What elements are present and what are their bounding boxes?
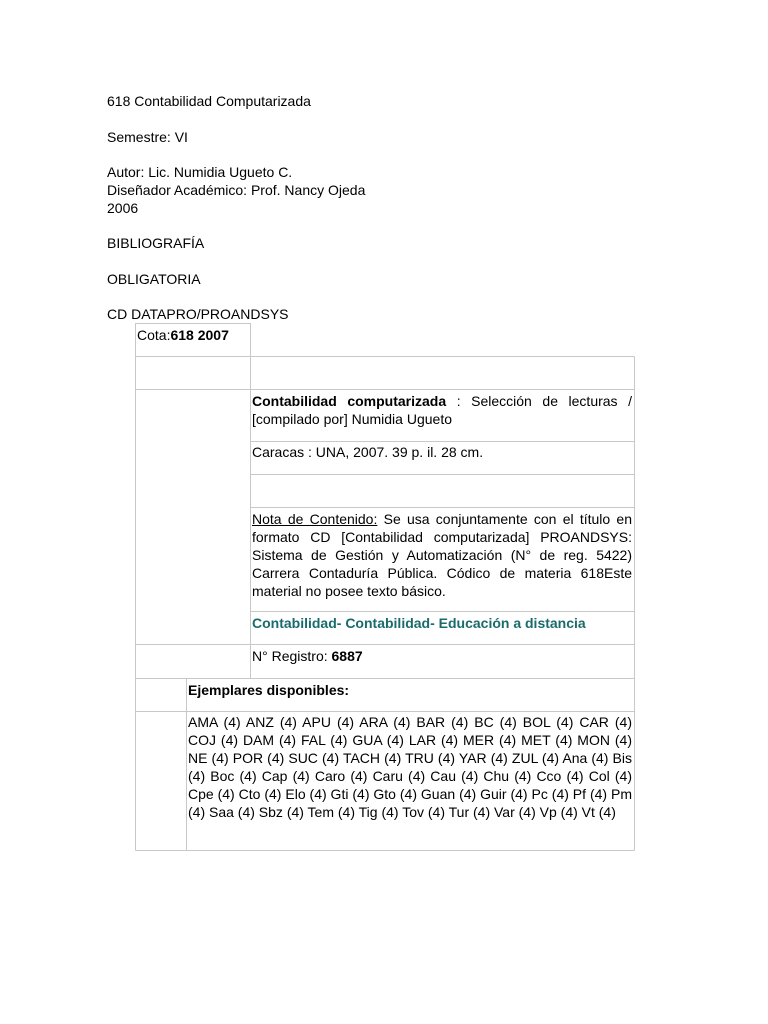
author: Autor: Lic. Numidia Ugueto C. [107,164,293,180]
copies-available-list: AMA (4) ANZ (4) APU (4) ARA (4) BAR (4) BC (4) BOL (4) CAR (4) COJ (4) DAM (4) FAL (4) GUA (4) LAR (4) MER (4) MET (4) MON (4) NE (4) POR (4) SUC (4) TACH (4) TRU (4) YAR (4) ZUL (4) Ana (4) Bis (4) Boc (4) Cap (4) Caro (4) Caru (4) Cau (4) Chu (4) Cco (4) Col (4) Cpe (4) Cto (4) Elo (4) Gti (4) Gto (4) Guan (4) Guir (4) Pc (4) Pf (4) Pm (4) Saa (4) Sbz (4) Tem (4) Tig (4) Tov (4) Tur (4) Var (4) Vp (4) Vt (4) [188,714,632,820]
cota-value: 618 2007 [170,327,229,343]
academic-designer: Diseñador Académico: Prof. Nancy Ojeda [107,182,366,198]
course-title: 618 Contabilidad Computarizada [107,93,311,109]
record-title-main: Contabilidad computarizada [252,393,447,409]
semester: Semestre: VI [107,129,188,145]
cota-label: Cota: [137,327,171,343]
cota [137,326,249,344]
record-title [252,392,632,428]
content-note-text: Se usa conjuntamente con el título en formato CD [Contabilidad computarizada] PROANDSYS: Sistema de Gestión y Automatización (N° de reg. 5422) Carrera Contaduría Pública. Códico de materia 618Este material no posee texto básico. [252,511,632,599]
copies-available-heading: Ejemplares disponibles: [188,682,350,698]
registration-label: N° Registro: [252,648,332,664]
content-note [252,510,632,600]
subject-headings[interactable]: Contabilidad- Contabilidad- Educación a distancia [252,615,586,631]
cd-line: CD DATAPRO/PROANDSYS [107,306,289,322]
content-note-label: Nota de Contenido: [252,511,378,527]
registration-value: 6887 [331,648,363,664]
bibliography-heading: BIBLIOGRAFÍA [107,235,205,251]
record-title-rest: : Selección de lecturas / [compilado por] Numidia Ugueto [252,393,632,427]
publication-info: Caracas : UNA, 2007. 39 p. il. 28 cm. [252,444,484,460]
registration-number [252,647,632,665]
mandatory-heading: OBLIGATORIA [107,271,201,287]
year: 2006 [107,200,139,216]
